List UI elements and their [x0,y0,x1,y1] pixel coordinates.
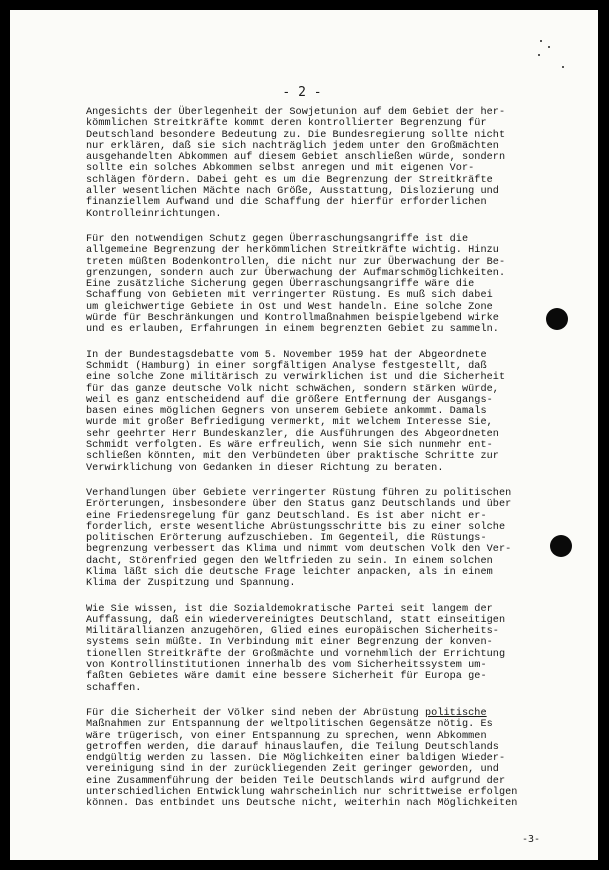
text-line: Angesichts der Überlegenheit der Sowjetunion auf dem Gebiet der her- [86,107,506,118]
text-line: Verhandlungen über Gebiete verringerter Rüstung führen zu politischen [86,487,512,499]
scan-speck [562,66,564,68]
text-line: Auffassung, daß ein wiedervereinigtes Deutschland, statt einseitigen [86,614,506,626]
text-line: weil es ganz entscheidend auf die größere Entfernung der Ausgangs- [86,394,493,406]
text-line: Klima läßt sich die deutsche Frage leichter anpacken, als in einem [86,566,493,578]
text-line: Für die Sicherheit der Völker sind neben der Abrüstung politische [86,707,487,719]
text-line: eine Zusammenführung der beiden Teile Deutschlands wird aufgrund der [86,775,506,787]
text-line: dacht, Störenfried gegen den Weltfrieden zu sein. In einem solchen [86,555,493,567]
text-line: eine Friedensregelung für ganz Deutschland. Es ist aber nicht er- [86,510,487,522]
text-line: wurde mit großer Befriedigung vermerkt, mit welchem Interesse Sie, [86,417,493,429]
letter-body [86,107,586,824]
paragraph [86,708,586,810]
text-line: von Kontrollinstitutionen innerhalb des vom Sicherheitssystem um- [86,660,487,672]
text-line: treten müßten Bodenkontrollen, die nicht nur zur Überwachung der Be- [86,256,506,268]
text-line: faßten Gebietes wäre damit eine bessere Sicherheit für Europa ge- [86,671,487,683]
document-page [10,10,598,860]
text-line: kömmlichen Streitkräfte kommt deren kontrollierter Begrenzung für [86,118,487,130]
text-line: vereinigung sind in der zurückliegenden Zeit geringer geworden, und [86,764,499,776]
text-line: schließen könnten, mit den Verbündeten über praktische Schritte zur [86,451,499,463]
text-line: ausgehandelten Abkommen auf diesem Gebiet anschließen würde, sondern [86,152,506,164]
text-line: endgültig werden zu lassen. Die Möglichkeiten einer baldigen Wieder- [86,753,506,765]
text-line: Schmidt (Hamburg) in einer sorgfältigen Analyse festgestellt, daß [86,360,487,372]
text-line: basen eines möglichen Gegners von unserem Gebiete ankommt. Damals [86,406,487,418]
text-line: Wie Sie wissen, ist die Sozialdemokratische Partei seit langem der [86,603,493,615]
text-line: getroffen werden, die darauf hinauslaufen, die Teilung Deutschlands [86,741,499,753]
text-line: allgemeine Begrenzung der herkömmlichen Streitkräfte wichtig. Hinzu [86,245,499,257]
scan-speck [540,40,542,42]
text-line: würde für Beschränkungen und Kontrollmaßnahmen beispielgebend wirke [86,313,499,325]
text-line: forderlich, erste wesentliche Abrüstungsschritte bis zu einer solche [86,521,506,533]
text-line: Schaffung von Gebieten mit verringerter Rüstung. Es muß sich dabei [86,290,493,302]
text-line: Kontrolleinrichtungen. [86,208,222,220]
paragraph [86,234,586,336]
text-line: grenzungen, sondern auch zur Überwachung der Aufmarschmöglichkeiten. [86,267,506,279]
text-line: In der Bundestagsdebatte vom 5. November 1959 hat der Abgeordnete [86,349,487,361]
paragraph [86,604,586,694]
text-line: schlägen fördern. Dabei geht es um die Begrenzung der Streitkräfte [86,174,493,186]
scan-speck [548,46,550,48]
text-line: begrenzung verbessert das Klima und nimmt vom deutschen Volk den Ver- [86,544,512,556]
punch-hole-bottom [550,535,572,557]
text-line: Klima der Zuspitzung und Spannung. [86,578,296,590]
text-line: Maßnahmen zur Entspannung der weltpolitischen Gegensätze nötig. Es [86,719,493,731]
text-line: eine solche Zone militärisch zu verwirklichen ist und die Sicherheit [86,372,506,384]
paragraph [86,488,586,590]
scan-speck [538,54,540,56]
text-line: Schmidt verfolgten. Es wäre erfreulich, wenn Sie sich nunmehr ent- [86,440,493,452]
text-line: Eine zusätzliche Sicherung gegen Überraschungsangriffe wäre die [86,279,475,291]
text-line: um gleichwertige Gebiete in Ost und West handeln. Eine solche Zone [86,301,493,313]
text-line: Für den notwendigen Schutz gegen Überraschungsangriffe ist die [86,233,469,245]
text-line: schaffen. [86,682,142,694]
continuation-marker: -3- [522,834,541,845]
underlined-word: politische [425,707,487,719]
paragraph [86,107,586,220]
text-line: nur erklären, daß sie sich nachträglich jedem unter den Großmächten [86,140,499,152]
text-line: können. Das entbindet uns Deutsche nicht, weiterhin nach Möglichkeiten [86,798,518,810]
text-line: sollte ein solches Abkommen selbst anregen und mit eigenen Vor- [86,163,475,175]
text-line: Militärallianzen anzugehören, Glied eines europäischen Sicherheits- [86,626,499,638]
paragraph [86,350,586,474]
text-line: Verwirklichung von Gedanken in dieser Richtung zu beraten. [86,462,444,474]
text-line: und es erlauben, Erfahrungen in einem begrenzten Gebiet zu sammeln. [86,324,499,336]
text-line: systems sein müßte. In Verbindung mit einer Begrenzung der konven- [86,637,493,649]
text-line: wäre trügerisch, von einer Entspannung zu sprechen, wenn Abkommen [86,730,487,742]
text-line: tionellen Streitkräfte der Großmächte und vornehmlich der Errichtung [86,648,506,660]
text-line: Erörterungen, insbesondere über den Status ganz Deutschlands und über [86,499,512,511]
page-number: - 2 - [282,85,322,100]
text-line: Deutschland besondere Bedeutung zu. Die Bundesregierung sollte nicht [86,129,506,141]
text-line: für das ganze deutsche Volk nicht schwächen, sondern stärken würde, [86,383,499,395]
punch-hole-top [546,308,568,330]
text-line: sehr geehrter Herr Bundeskanzler, die Ausführungen des Abgeordneten [86,428,499,440]
text-line: finanziellem Aufwand und die Schaffung der hierfür erforderlichen [86,197,487,209]
text-line: unterschiedlichen Entwicklung wahrscheinlich nur schrittweise erfolgen [86,787,518,799]
text-line: politischen Erörterung aufzuschieben. Im Gegenteil, die Rüstungs- [86,533,487,545]
text-line: aller wesentlichen Mächte nach Größe, Ausstattung, Dislozierung und [86,186,499,198]
